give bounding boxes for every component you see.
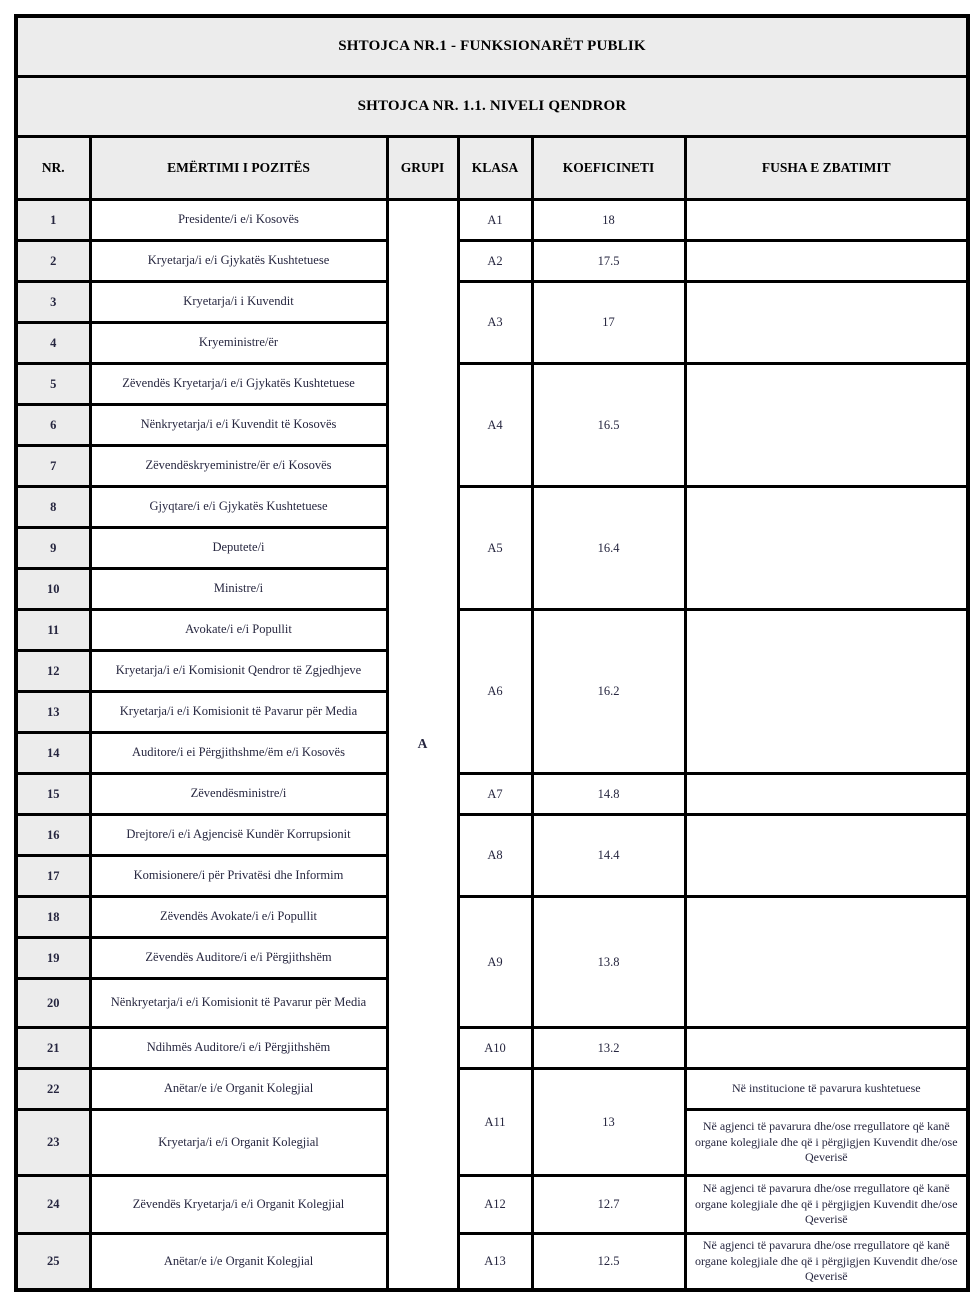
table-row [16, 774, 968, 815]
position-name-cell: Gjyqtare/i e/i Gjykatës Kushtetuese [90, 487, 387, 528]
class-cell: A13 [458, 1234, 532, 1290]
table-row [16, 815, 968, 856]
table-row [16, 282, 968, 323]
position-name-cell: Kryetarja/i e/i Komisionit të Pavarur për Media [90, 692, 387, 733]
coefficient-cell: 17.5 [532, 241, 685, 282]
class-cell: A9 [458, 897, 532, 1028]
row-number-cell: 6 [16, 405, 90, 446]
scope-cell [685, 200, 968, 241]
position-name-cell: Drejtore/i e/i Agjencisë Kundër Korrupsionit [90, 815, 387, 856]
row-number-cell: 20 [16, 979, 90, 1028]
position-name-cell: Komisionere/i për Privatësi dhe Informim [90, 856, 387, 897]
row-number-cell: 4 [16, 323, 90, 364]
table-body [16, 200, 968, 1290]
scope-cell [685, 282, 968, 364]
position-name-cell: Kryeministre/ër [90, 323, 387, 364]
scope-cell [685, 487, 968, 610]
coefficient-cell: 17 [532, 282, 685, 364]
position-name-cell: Nënkryetarja/i e/i Komisionit të Pavarur për Media [90, 979, 387, 1028]
document-title: SHTOJCA NR.1 - FUNKSIONARËT PUBLIK [16, 16, 968, 77]
position-name-cell: Anëtar/e i/e Organit Kolegjial [90, 1234, 387, 1290]
row-number-cell: 12 [16, 651, 90, 692]
position-name-cell: Deputete/i [90, 528, 387, 569]
row-number-cell: 21 [16, 1028, 90, 1069]
col-header-nr: NR. [16, 137, 90, 200]
coefficient-cell: 16.5 [532, 364, 685, 487]
position-name-cell: Kryetarja/i e/i Gjykatës Kushtetuese [90, 241, 387, 282]
row-number-cell: 11 [16, 610, 90, 651]
coefficient-cell: 13.8 [532, 897, 685, 1028]
row-number-cell: 18 [16, 897, 90, 938]
class-cell: A4 [458, 364, 532, 487]
row-number-cell: 25 [16, 1234, 90, 1290]
scope-cell [685, 364, 968, 487]
scope-cell [685, 241, 968, 282]
table-row [16, 1028, 968, 1069]
table-row [16, 897, 968, 938]
col-header-fusha: FUSHA E ZBATIMIT [685, 137, 968, 200]
scope-cell: Në agjenci të pavarura dhe/ose rregullatore që kanë organe kolegjiale dhe që i përgjigjen Kuvendit dhe/ose Qeverisë [685, 1234, 968, 1290]
row-number-cell: 15 [16, 774, 90, 815]
subtitle-row [16, 77, 968, 137]
row-number-cell: 3 [16, 282, 90, 323]
scope-cell: Në institucione të pavarura kushtetuese [685, 1069, 968, 1110]
coefficient-cell: 14.8 [532, 774, 685, 815]
class-cell: A2 [458, 241, 532, 282]
table-row [16, 241, 968, 282]
position-name-cell: Zëvendës Kryetarja/i e/i Organit Kolegjial [90, 1176, 387, 1234]
row-number-cell: 19 [16, 938, 90, 979]
title-row [16, 16, 968, 77]
row-number-cell: 8 [16, 487, 90, 528]
scope-cell: Në agjenci të pavarura dhe/ose rregullatore që kanë organe kolegjiale dhe që i përgjigjen Kuvendit dhe/ose Qeverisë [685, 1110, 968, 1176]
col-header-grupi: GRUPI [387, 137, 458, 200]
coefficient-cell: 13 [532, 1069, 685, 1176]
position-name-cell: Avokate/i e/i Popullit [90, 610, 387, 651]
class-cell: A11 [458, 1069, 532, 1176]
scope-cell [685, 1028, 968, 1069]
coefficient-cell: 18 [532, 200, 685, 241]
class-cell: A7 [458, 774, 532, 815]
row-number-cell: 2 [16, 241, 90, 282]
row-number-cell: 22 [16, 1069, 90, 1110]
scope-cell: Në agjenci të pavarura dhe/ose rregullatore që kanë organe kolegjiale dhe që i përgjigjen Kuvendit dhe/ose Qeverisë [685, 1176, 968, 1234]
position-name-cell: Ndihmës Auditore/i e/i Përgjithshëm [90, 1028, 387, 1069]
position-name-cell: Zëvendës Kryetarja/i e/i Gjykatës Kushtetuese [90, 364, 387, 405]
position-name-cell: Kryetarja/i e/i Komisionit Qendror të Zgjedhjeve [90, 651, 387, 692]
table-row [16, 364, 968, 405]
position-name-cell: Zëvendës Avokate/i e/i Popullit [90, 897, 387, 938]
position-name-cell: Anëtar/e i/e Organit Kolegjial [90, 1069, 387, 1110]
row-number-cell: 16 [16, 815, 90, 856]
table-row [16, 610, 968, 651]
row-number-cell: 9 [16, 528, 90, 569]
col-header-klasa: KLASA [458, 137, 532, 200]
appendix-table [14, 14, 970, 1292]
coefficient-cell: 16.4 [532, 487, 685, 610]
table-row [16, 1176, 968, 1234]
class-cell: A6 [458, 610, 532, 774]
position-name-cell: Zëvendësministre/i [90, 774, 387, 815]
scope-cell [685, 815, 968, 897]
position-name-cell: Kryetarja/i i Kuvendit [90, 282, 387, 323]
position-name-cell: Zëvendës Auditore/i e/i Përgjithshëm [90, 938, 387, 979]
col-header-koeficineti: KOEFICINETI [532, 137, 685, 200]
coefficient-cell: 13.2 [532, 1028, 685, 1069]
class-cell: A3 [458, 282, 532, 364]
col-header-emertimi: EMËRTIMI I POZITËS [90, 137, 387, 200]
position-name-cell: Kryetarja/i e/i Organit Kolegjial [90, 1110, 387, 1176]
position-name-cell: Auditore/i ei Përgjithshme/ëm e/i Kosovës [90, 733, 387, 774]
row-number-cell: 7 [16, 446, 90, 487]
scope-cell [685, 610, 968, 774]
scope-cell [685, 774, 968, 815]
table-row [16, 487, 968, 528]
column-header-row [16, 137, 968, 200]
coefficient-cell: 16.2 [532, 610, 685, 774]
row-number-cell: 24 [16, 1176, 90, 1234]
row-number-cell: 10 [16, 569, 90, 610]
table-row [16, 1234, 968, 1290]
row-number-cell: 1 [16, 200, 90, 241]
class-cell: A12 [458, 1176, 532, 1234]
coefficient-cell: 12.5 [532, 1234, 685, 1290]
table-row [16, 200, 968, 241]
table-row [16, 1069, 968, 1110]
position-name-cell: Presidente/i e/i Kosovës [90, 200, 387, 241]
coefficient-cell: 12.7 [532, 1176, 685, 1234]
row-number-cell: 5 [16, 364, 90, 405]
class-cell: A8 [458, 815, 532, 897]
row-number-cell: 13 [16, 692, 90, 733]
row-number-cell: 17 [16, 856, 90, 897]
scope-cell [685, 897, 968, 1028]
position-name-cell: Ministre/i [90, 569, 387, 610]
class-cell: A10 [458, 1028, 532, 1069]
position-name-cell: Nënkryetarja/i e/i Kuvendit të Kosovës [90, 405, 387, 446]
group-cell: A [387, 200, 458, 1290]
row-number-cell: 14 [16, 733, 90, 774]
position-name-cell: Zëvendëskryeministre/ër e/i Kosovës [90, 446, 387, 487]
coefficient-cell: 14.4 [532, 815, 685, 897]
document-subtitle: SHTOJCA NR. 1.1. NIVELI QENDROR [16, 77, 968, 137]
class-cell: A5 [458, 487, 532, 610]
row-number-cell: 23 [16, 1110, 90, 1176]
class-cell: A1 [458, 200, 532, 241]
